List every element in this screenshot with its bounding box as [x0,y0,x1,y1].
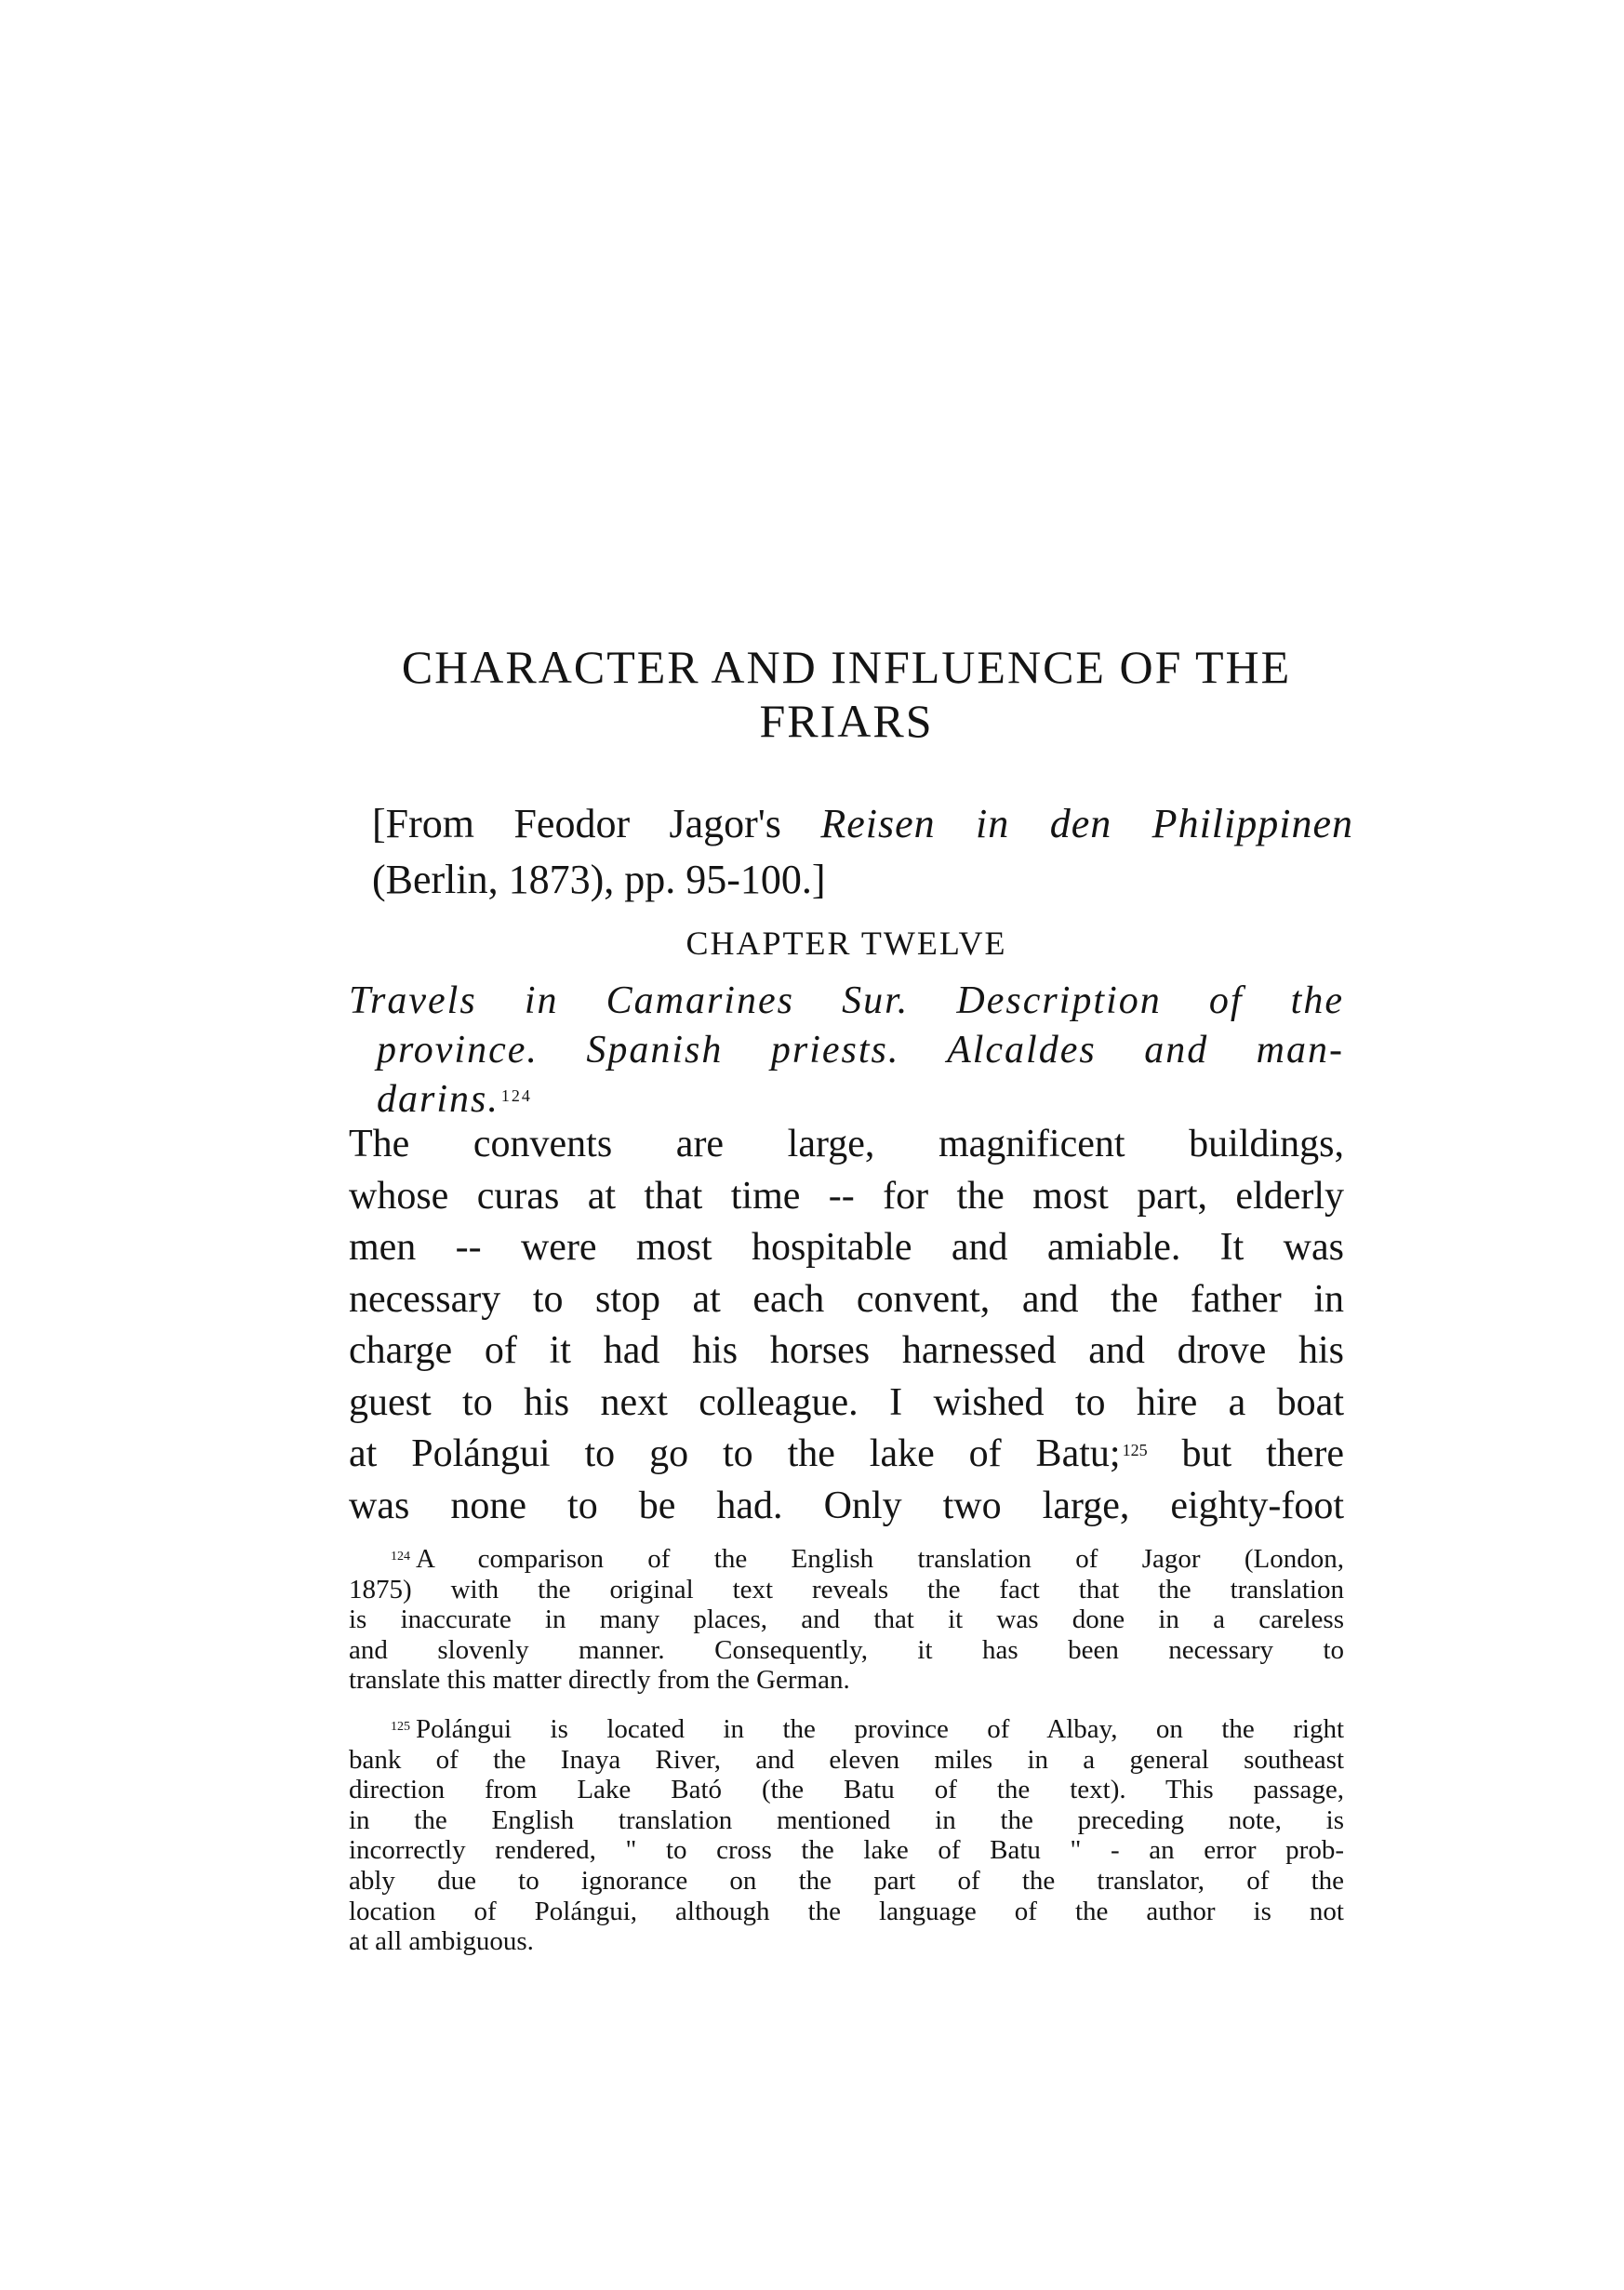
body-line: men -- were most hospitable and amiable. It was [349,1226,1344,1269]
body-line-text: at Polángui to go to the lake of Batu; [349,1432,1121,1475]
chapter-summary-line-text: darins. [377,1078,499,1121]
source-citation-line-2: (Berlin, 1873), pp. 95-100.] [372,857,826,902]
footnote-line: is inaccurate in many places, and that it was done in a careless [349,1604,1344,1635]
chapter-heading: CHAPTER TWELVE [686,925,1007,962]
chapter-summary [349,977,1344,1125]
body-paragraph [349,1119,1344,1532]
footnote-line: in the English translation mentioned in the preceding note, is [349,1804,1344,1835]
source-citation-prefix: [From Feodor Jagor's [372,801,821,846]
footnote-reference-124: 124 [500,1086,532,1105]
page-title-line-2: FRIARS [759,695,934,747]
body-line: guest to his next colleague. I wished to hire a boat [349,1380,1344,1424]
source-book-title: Reisen in den Philippinen [820,801,1353,846]
footnote-line: location of Polángui, although the language of the author is not [349,1896,1344,1926]
chapter-summary-line: Travels in Camarines Sur. Description of the [349,979,1344,1022]
footnote-124 [349,1544,1344,1696]
page-title-line-1: CHARACTER AND INFLUENCE OF THE [401,641,1292,693]
chapter-summary-line: province. Spanish priests. Alcaldes and man- [377,1029,1344,1072]
footnote-line-text: Polángui is located in the province of Albay, on the right [416,1713,1344,1744]
body-line-suffix: but there [1147,1432,1345,1475]
footnote-reference-125: 125 [1122,1441,1148,1459]
footnote-line: ably due to ignorance on the part of the translator, of the [349,1865,1344,1896]
footnote-line: bank of the Inaya River, and eleven miles in a general southeast [349,1744,1344,1775]
footnote-line: at all ambiguous. [349,1926,534,1957]
body-line: was none to be had. Only two large, eighty-foot [349,1484,1344,1527]
footnote-number: 125 [391,1719,410,1734]
source-citation-line-1 [372,796,1353,852]
body-line: whose curas at that time -- for the most part, elderly [349,1174,1344,1218]
chapter-summary-line-last [377,1075,1344,1125]
footnote-line: direction from Lake Bató (the Batu of the text). This passage, [349,1775,1344,1805]
body-line: charge of it had his horses harnessed and drove his [349,1329,1344,1372]
body-line-with-reference [349,1429,1344,1481]
body-line: necessary to stop at each convent, and the father in [349,1277,1344,1321]
footnote-line: translate this matter directly from the German. [349,1665,850,1696]
footnotes [349,1544,1344,1957]
footnote-125 [349,1714,1344,1957]
footnote-line [349,1544,1344,1575]
footnote-number: 124 [391,1550,410,1564]
source-citation [372,796,1353,908]
footnote-line-text: A comparison of the English translation of Jagor (London, [416,1544,1344,1574]
footnote-line: and slovenly manner. Consequently, it has been necessary to [349,1634,1344,1665]
footnote-line: 1875) with the original text reveals the fact that the translation [349,1574,1344,1604]
footnote-line [349,1714,1344,1745]
footnote-line: incorrectly rendered, " to cross the lake of Batu " - an error prob- [349,1835,1344,1866]
body-line: The convents are large, magnificent buildings, [349,1123,1344,1165]
footnote-spacer [349,1696,1344,1714]
